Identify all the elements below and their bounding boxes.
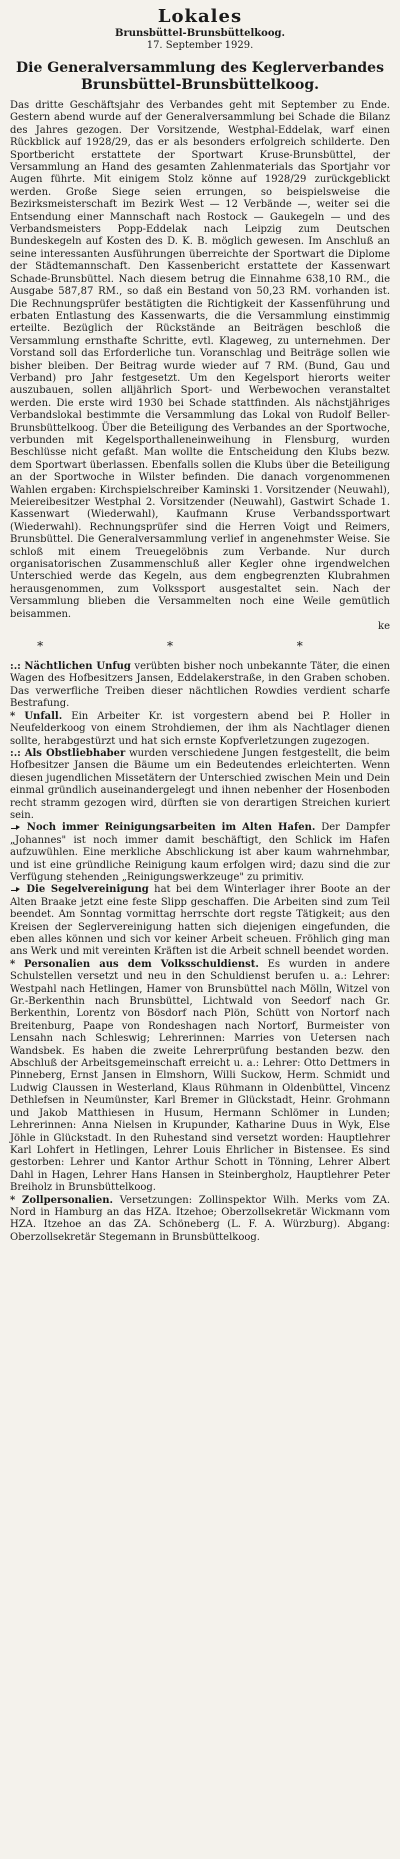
news-item <box>10 822 390 884</box>
item-marker: * <box>10 1194 16 1206</box>
news-item-lead: Die Segelvereinigung <box>26 884 149 896</box>
news-item-text: Ein Arbeiter Kr. ist vorgestern abend bei P. Holler in Neufelderkoog von einem Strohdiemen, der ihm als Nachtlager dienen sollte, herabgestürzt und hat sich ernste Kopfverletzungen zugezogen. <box>10 710 390 747</box>
date-line: 17. September 1929. <box>146 40 254 51</box>
news-item-text: wurden verschiedene Jungen festgestellt, die beim Hofbesitzer Jansen die Bäume um ein Bedeutendes erleichterten. Wenn diesen jugendlichen Missetätern der Unterschied zwischen Mein und Dein einmal gründlich auseinandergelegt und ihnen nebenher der Hosenboden recht stramm gezogen wird, dürften sie von derartigen Streichen kuriert sein. <box>10 747 390 821</box>
section-separator: * * * <box>37 639 363 654</box>
item-marker: :.: <box>10 661 21 673</box>
news-item-lead: Als Obstliebhaber <box>24 747 126 759</box>
news-items-list <box>10 661 390 1244</box>
news-item <box>10 661 390 711</box>
article-body: Das dritte Geschäftsjahr des Verbandes geht mit September zu Ende. Gestern abend wurde auf der Generalversammlung bei Schade die Bilanz des Jahres gezogen. Der Vorsitzende, Westphal-Eddelak, warf einen Rückblick auf 1928/29, das er als besonders erfolgreich schilderte. Den Sportbericht erstattete der Sportwart Kruse-Brunsbüttel, der Versammlung an Hand des gesamten Zahlenmaterials das Sportjahr vor Augen führte. Mit einigem Stolz könne auf 1928/29 zurückgeblickt werden. Große Siege seien errungen, so beispielsweise die Bezirksmeisterschaft im Bezirk West — 12 Verbände —, weiter sei die Entsendung einer Mannschaft nach Rostock — Gaukegeln — und des Verbandsmeisters Popp-Eddelak nach Leipzig zum Deutschen Bundeskegeln auf Kosten des D. K. B. möglich gewesen. Im Anschluß an seine interessanten Ausführungen überreichte der Sportwart die Diplome der Städtemannschaft. Den Kassenbericht erstattete der Kassenwart Schade-Brunsbüttel. Nach diesem betrug die Einnahme 638,10 RM., die Ausgabe 587,87 RM., so daß ein Bestand von 50,23 RM. vorhanden ist. Die Rechnungsprüfer bestätigten die Richtigkeit der Kassenführung und erbaten Entlastung des Kassenwarts, die die Versammlung einstimmig erteilte. Bezüglich der Rückstände an Beiträgen beschloß die Versammlung ernsthafte Schritte, evtl. Klageweg, zu unternehmen. Der Vorstand soll das Erforderliche tun. Voranschlag und Beiträge sollen wie bisher bleiben. Der Beitrag wurde wieder auf 7 RM. (Bund, Gau und Verband) pro Jahr festgesetzt. Um den Kegelsport hierorts weiter auszubauen, sollen alljährlich Sport- und Werbewochen veranstaltet werden. Die erste wird 1930 bei Schade stattfinden. Als nächstjähriges Verbandslokal bestimmte die Versammlung das Lokal von Rudolf Beller-Brunsbüttelkoog. Über die Beteiligung des Verbandes an der Sportwoche, verbunden mit Kegelsporthalleneinweihung in Flensburg, wurden Beschlüsse nicht gefaßt. Man wollte die Entscheidung den Klubs bezw. dem Sportwart überlassen. Ebenfalls sollen die Klubs über die Beteiligung an der Sportwoche in Wilster befinden. Die danach vorgenommenen Wahlen ergaben: Kirchspielschreiber Kaminski 1. Vorsitzender (Neuwahl), Meiereibesitzer Westphal 2. Vorsitzender (Neuwahl), Gastwirt Schade 1. Kassenwart (Wiederwahl), Kaufmann Kruse Verbandssportwart (Wiederwahl). Rechnungsprüfer sind die Herren Voigt und Reimers, Brunsbüttel. Die Generalversammlung verlief in angenehmster Weise. Sie schloß mit einem Treuegelöbnis zum Verbande. Nur durch organisatorischen Zusammenschluß aller Kegler ohne irgendwelchen Unterschied werde das Kegeln, aus dem engbegrenzten Klubrahmen herausgenommen, zum Volkssport ausgestaltet sein. Nach der Versammlung blieben die Versammelten noch eine Weile gemütlich beisammen. <box>10 100 390 620</box>
item-marker: * <box>10 710 16 722</box>
news-item-text: verübten bisher noch unbekannte Täter, die einen Wagen des Hofbesitzers Jansen, Eddelakerstraße, in den Graben schoben. Das verwerfliche Treiben dieser nächtlichen Rowdies verdient scharfe Bestrafung. <box>10 661 390 710</box>
item-marker: * <box>10 958 16 970</box>
news-item-lead: Nächtlichen Unfug <box>24 661 131 673</box>
masthead <box>10 6 390 52</box>
news-item-lead: Zollpersonalien. <box>22 1194 113 1206</box>
news-item <box>10 884 390 958</box>
pointing-hand-icon <box>10 822 21 832</box>
article-signature: ke <box>378 621 390 633</box>
news-item-lead: Unfall. <box>24 710 63 722</box>
news-item <box>10 711 390 748</box>
news-item-text: Es wurden in andere Schulstellen versetzt und neu in den Schuldienst berufen u. a.: Lehrer: Westpahl nach Hetlingen, Hamer von Brunsbüttel nach Mölln, Witzel von Gr.-Berkenthin nach Brunsbüttel, Lichtwald von Seedorf nach Gr. Berkenthin, Lorentz von Bösdorf nach Plön, Schütt von Nortorf nach Breitenburg, Paape von Rondeshagen nach Nortorf, Burmeister von Lensahn nach Schleswig; Lehrerinnen: Marries von Uetersen nach Wandsbek. Es haben die zweite Lehrerprüfung bestanden bezw. den Abschluß der Arbeitsgemeinschaft erreicht u. a.: Lehrer: Otto Dettmers in Pinneberg, Ernst Jansen in Elmshorn, Willi Suckow, Herm. Schmidt und Ludwig Claussen in Westerland, Klaus Rühmann in Oldenbüttel, Vincenz Dethlefsen in Neumünster, Karl Bremer in Glückstadt, Heinr. Grohmann und Jakob Matthiesen in Husum, Hermann Schlömer in Lunden; Lehrerinnen: Anna Nielsen in Krupunder, Katharine Duus in Wyk, Else Jöhle in Glückstadt. In den Ruhestand sind versetzt worden: Hauptlehrer Karl Lohfert in Hetlingen, Lehrer Louis Ehrlicher in Bistensee. Es sind gestorben: Lehrer und Kantor Arthur Schott in Tönning, Lehrer Albert Dahl in Hagen, Lehrer Hans Hansen in Steinbergholz, Hauptlehrer Peter Breiholz in Brunsbüttelkoog. <box>10 958 390 1194</box>
news-item-lead: Personalien aus dem Volksschuldienst. <box>24 958 259 970</box>
article-headline: Die Generalversammlung des Keglerverbandes Brunsbüttel-Brunsbüttelkoog. <box>16 60 384 93</box>
place-line: Brunsbüttel-Brunsbüttelkoog. <box>115 28 285 39</box>
news-item <box>10 748 390 822</box>
section-title: Lokales <box>157 6 243 27</box>
news-item <box>10 1195 390 1245</box>
news-item-text: Der Dampfer „Johannes" ist noch immer damit beschäftigt, den Schlick im Hafen aufzuwühlen. Eine merkliche Abschlickung ist aber kaum wahrnehmbar, und ist eine gründliche Reinigung kaum erfolgen wird; dazu sind die zur Verfügung stehenden „Reinigungswerkzeuge" zu primitiv. <box>10 822 390 883</box>
news-item <box>10 959 390 1195</box>
news-item-text: hat bei dem Winterlager ihrer Boote an der Alten Braake jetzt eine feste Slipp geschaffen. Die Arbeiten sind zum Teil beendet. Am Sonntag vormittag herrschte dort regste Tätigkeit; aus den Kreisen der Seglervereinigung hatten sich diejenigen eingefunden, die eben alles können und sich vor keiner Arbeit scheuen. Fröhlich ging man ans Werk und mit vereinten Kräften ist die Arbeit schnell beendet worden. <box>10 884 390 958</box>
news-item-lead: Noch immer Reinigungsarbeiten im Alten Hafen. <box>26 822 316 834</box>
item-marker: :.: <box>10 747 21 759</box>
news-item-text: Versetzungen: Zollinspektor Wilh. Merks vom ZA. Nord in Hamburg an das HZA. Itzehoe; Oberzollsekretär Wickmann vom HZA. Itzehoe an das ZA. Schöneberg (L. F. A. Würzburg). Abgang: Oberzollsekretär Stegemann in Brunsbüttelkoog. <box>10 1194 391 1243</box>
pointing-hand-icon <box>10 884 21 894</box>
